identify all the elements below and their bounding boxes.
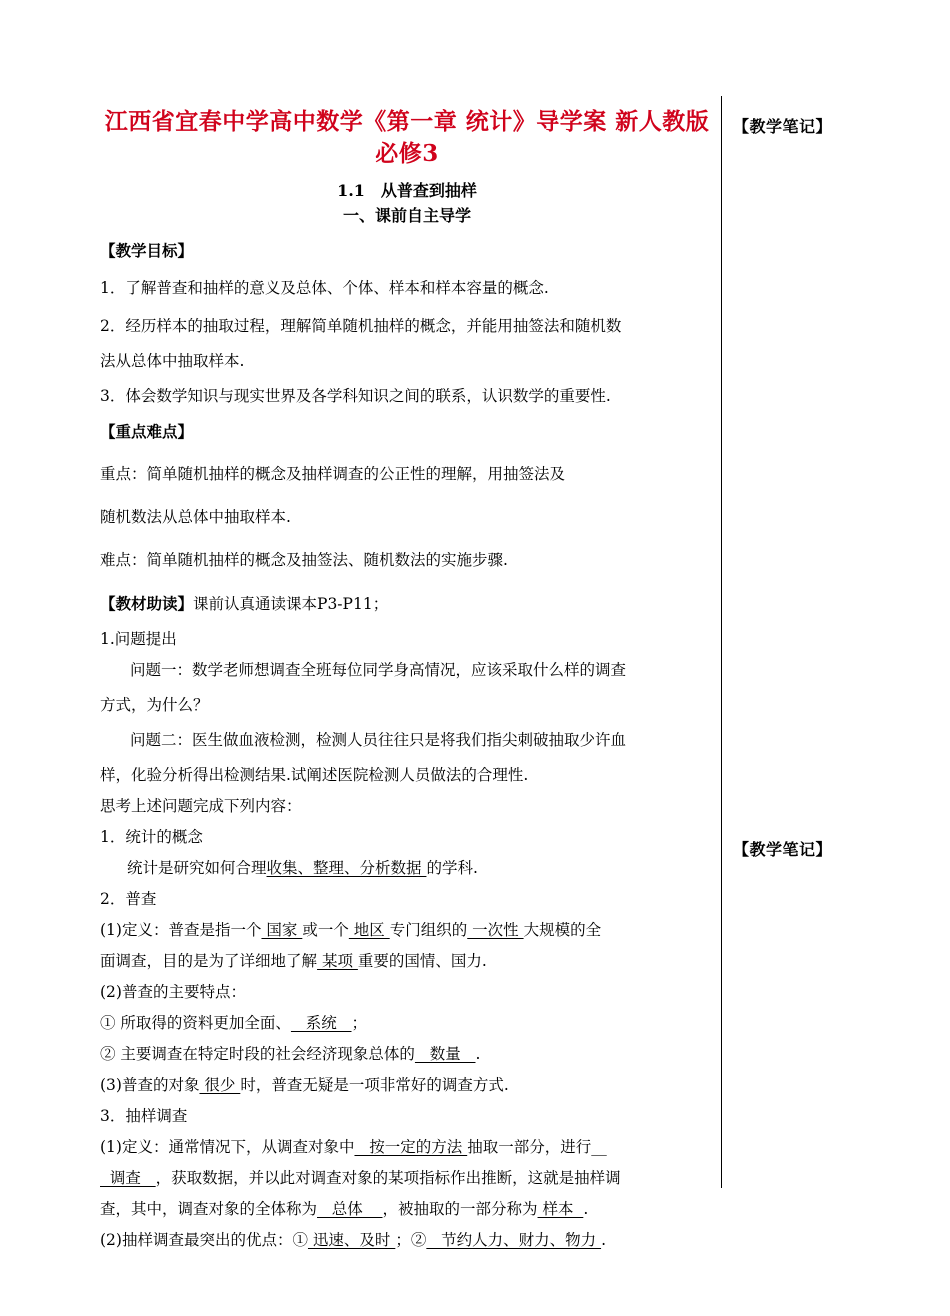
focus-line-a: 重点：简单随机抽样的概念及抽样调查的公正性的理解，用抽签法及: [100, 465, 566, 483]
sampling-def3-mid: ，被抽取的一部分称为: [382, 1200, 538, 1218]
census-blank-quantity: 数量: [414, 1045, 476, 1063]
census-object: [100, 1073, 714, 1098]
goals-heading: 【教学目标】: [100, 241, 194, 260]
census-blank-country: 国家: [261, 921, 303, 939]
sampling-blank-sample: 样本: [537, 1200, 584, 1218]
teaching-notes-label-top: 【教学笔记】: [733, 117, 833, 136]
sampling-adv-pre: (2)抽样调查最突出的优点：①: [100, 1231, 308, 1249]
census-feat1-post: ；: [351, 1014, 368, 1032]
stat-heading: 1．统计的概念: [100, 828, 203, 846]
sampling-def-mid: 抽取一部分，进行: [467, 1138, 592, 1156]
census-def2-pre: 面调查，目的是为了详细地了解: [100, 952, 318, 970]
goal-item-2b: 法从总体中抽取样本.: [100, 352, 245, 370]
census-feature-1: [100, 1011, 714, 1036]
sampling-adv-mid: ；②: [395, 1231, 427, 1249]
census-feat2-post: .: [475, 1045, 481, 1063]
part-heading: 一、课前自主导学: [342, 206, 471, 225]
reading-text: 课前认真通读课本P3-P11；: [193, 595, 389, 613]
reading-heading: 【教材助读】: [100, 594, 194, 613]
column-divider: [721, 96, 722, 1188]
sampling-blank-save: 节约人力、财力、物力: [426, 1231, 602, 1249]
think-line: 思考上述问题完成下列内容：: [100, 797, 302, 815]
sampling-blank-fast: 迅速、及时: [307, 1231, 396, 1249]
focus-line-b: 随机数法从总体中抽取样本.: [100, 508, 291, 526]
stat-post: 的学科.: [426, 859, 478, 877]
goal-item-3: 3．体会数学知识与现实世界及各学科知识之间的联系，认识数学的重要性.: [100, 387, 611, 405]
census-feat1-pre: ① 所取得的资料更加全面、: [100, 1014, 291, 1032]
census-def-mid2: 专门组织的: [389, 921, 468, 939]
census-blank-once: 一次性: [467, 921, 524, 939]
stat-pre: 统计是研究如何合理: [127, 859, 267, 877]
sampling-blank-population: 总体: [317, 1200, 383, 1218]
census-definition-2: [100, 949, 714, 974]
census-blank-few: 很少: [199, 1076, 241, 1094]
problem-2a: 问题二：医生做血液检测，检测人员往往只是将我们指尖刺破抽取少许血: [130, 731, 627, 749]
sampling-advantages: [100, 1228, 714, 1253]
stat-blank: 收集、整理、分析数据: [266, 859, 427, 877]
sampling-definition-3: [100, 1197, 714, 1222]
census-features-heading: (2)普查的主要特点：: [100, 983, 246, 1001]
sampling-def3-post: .: [583, 1200, 589, 1218]
stat-definition: [100, 856, 714, 881]
census-obj-pre: (3)普查的对象: [100, 1076, 200, 1094]
problem-1b: 方式，为什么？: [100, 696, 209, 714]
difficulty-line: 难点：简单随机抽样的概念及抽签法、随机数法的实施步骤.: [100, 551, 508, 569]
sampling-blank-method: 按一定的方法: [354, 1138, 468, 1156]
sampling-def3-pre: 查，其中，调查对象的全体称为: [100, 1200, 318, 1218]
problem-1a: 问题一：数学老师想调查全班每位同学身高情况，应该采取什么样的调查: [130, 661, 627, 679]
census-obj-post: 时，普查无疑是一项非常好的调查方式.: [240, 1076, 509, 1094]
census-def-mid1: 或一个: [302, 921, 349, 939]
census-def-pre: (1)定义：普查是指一个: [100, 921, 262, 939]
sampling-blank-survey: 调查: [100, 1169, 156, 1187]
sampling-def-pre: (1)定义：通常情况下，从调查对象中: [100, 1138, 355, 1156]
goal-item-2a: 2．经历样本的抽取过程，理解简单随机抽样的概念，并能用抽签法和随机数: [100, 317, 622, 335]
sampling-definition-2: [100, 1166, 714, 1191]
goal-item-1: 1．了解普查和抽样的意义及总体、个体、样本和样本容量的概念.: [100, 279, 549, 297]
sampling-blank-trail: __: [591, 1138, 607, 1156]
census-blank-system: 系统: [290, 1014, 352, 1032]
sampling-def2-post: ，获取数据，并以此对调查对象的某项指标作出推断，这就是抽样调: [155, 1169, 621, 1187]
census-heading: 2．普查: [100, 890, 157, 908]
sampling-definition-1: [100, 1135, 714, 1160]
census-definition-1: [100, 918, 714, 943]
problem-2b: 样，化验分析得出检测结果.试阐述医院检测人员做法的合理性.: [100, 766, 529, 784]
document-title: 江西省宜春中学高中数学《第一章 统计》导学案 新人教版必修3: [104, 108, 710, 167]
census-feature-2: [100, 1042, 714, 1067]
problems-intro: 1.问题提出: [100, 630, 177, 648]
sampling-adv-post: .: [601, 1231, 606, 1249]
census-blank-region: 地区: [348, 921, 390, 939]
reading-line: [100, 591, 714, 617]
section-heading: 1.1 从普查到抽样: [337, 181, 477, 200]
sampling-heading: 3．抽样调查: [100, 1107, 188, 1125]
census-def2-post: 重要的国情、国力.: [357, 952, 487, 970]
census-feat2-pre: ② 主要调查在特定时段的社会经济现象总体的: [100, 1045, 415, 1063]
document-body: [100, 106, 714, 1253]
census-def-post: 大规模的全: [523, 921, 602, 939]
keypoints-heading: 【重点难点】: [100, 422, 194, 441]
census-blank-item: 某项: [317, 952, 358, 970]
teaching-notes-label-bottom: 【教学笔记】: [733, 840, 833, 859]
